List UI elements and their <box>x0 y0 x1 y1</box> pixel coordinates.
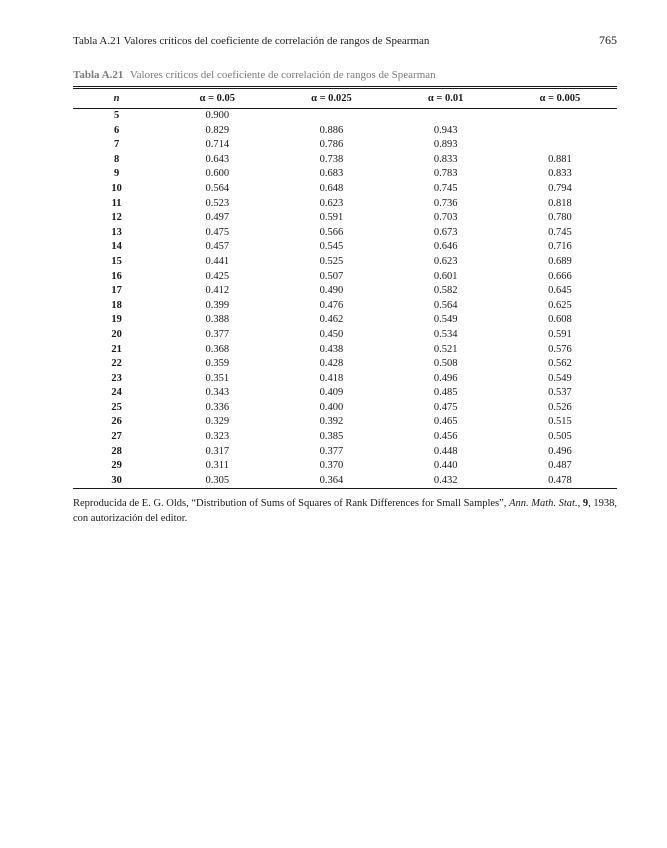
n-cell: 9 <box>113 168 120 180</box>
footnote-separator: , <box>577 498 583 509</box>
alpha-0-05-cell: 0.329 <box>205 416 230 428</box>
table-row <box>73 240 617 255</box>
n-cell: 27 <box>111 431 122 443</box>
alpha-0-025-cell: 0.428 <box>319 358 344 370</box>
table-row <box>73 226 617 241</box>
table-row <box>73 415 617 430</box>
alpha-0-025-cell: 0.566 <box>319 226 344 238</box>
alpha-0-005-cell: 0.526 <box>548 401 572 413</box>
alpha-0-005-cell: 0.515 <box>548 416 572 428</box>
n-cell: 5 <box>113 110 120 121</box>
alpha-0-01-cell: 0.521 <box>433 343 458 355</box>
alpha-0-05-cell: 0.399 <box>205 299 230 311</box>
alpha-0-005-cell: 0.537 <box>548 387 572 399</box>
alpha-0-05-cell: 0.523 <box>205 197 230 209</box>
table-row <box>73 284 617 299</box>
footnote-text-end: , 1938, con autorización del editor. <box>73 498 617 524</box>
alpha-0-025-cell: 0.623 <box>319 197 344 209</box>
header-row <box>73 88 617 109</box>
footnote-journal: Ann. Math. Stat. <box>509 498 578 509</box>
alpha-0-05-cell: 0.412 <box>205 285 230 297</box>
alpha-0-01-cell: 0.564 <box>433 299 458 311</box>
table-header <box>73 88 617 109</box>
alpha-0-005-cell: 0.505 <box>548 431 572 443</box>
alpha-0-05-cell: 0.388 <box>205 314 230 326</box>
table-row <box>73 401 617 416</box>
alpha-0-005-cell <box>503 124 617 139</box>
n-cell: 20 <box>111 328 122 340</box>
footnote-text: Reproducida de E. G. Olds, “Distribution of Sums of Squares of Rank Differences for Small Samples”, <box>73 498 510 509</box>
alpha-0-005-cell: 0.794 <box>548 182 572 194</box>
alpha-0-05-cell: 0.377 <box>205 328 230 340</box>
alpha-0-05-cell: 0.600 <box>205 168 230 180</box>
alpha-0-05-cell: 0.336 <box>205 401 230 413</box>
alpha-0-025-cell: 0.490 <box>319 285 344 297</box>
table-row <box>73 299 617 314</box>
alpha-0-005-cell <box>503 138 617 153</box>
footnote-volume: 9 <box>582 498 589 509</box>
alpha-0-005-cell: 0.576 <box>548 343 572 355</box>
alpha-0-01-cell: 0.646 <box>433 241 458 253</box>
header-alpha-0-005: α = 0.005 <box>539 93 581 104</box>
alpha-0-025-cell: 0.591 <box>319 212 344 224</box>
alpha-0-005-cell: 0.833 <box>548 168 572 180</box>
alpha-0-05-cell: 0.343 <box>205 387 230 399</box>
table-row <box>73 372 617 387</box>
alpha-0-025-cell: 0.364 <box>274 474 388 489</box>
alpha-0-005-cell: 0.645 <box>548 285 572 297</box>
alpha-0-01-cell: 0.485 <box>433 387 458 399</box>
alpha-0-01-cell: 0.601 <box>433 270 458 282</box>
alpha-0-01-cell: 0.673 <box>433 226 458 238</box>
header-alpha-0-01: α = 0.01 <box>427 93 464 104</box>
alpha-0-005-cell: 0.666 <box>548 270 572 282</box>
running-head <box>73 33 617 48</box>
alpha-0-05-cell: 0.457 <box>205 241 230 253</box>
alpha-0-025-cell: 0.418 <box>319 372 344 384</box>
n-cell: 6 <box>113 124 120 136</box>
table-row <box>73 459 617 474</box>
n-cell: 14 <box>111 241 122 253</box>
page-number: 765 <box>599 33 617 47</box>
alpha-0-01-cell: 0.893 <box>433 139 458 151</box>
n-cell: 17 <box>111 285 122 297</box>
alpha-0-025-cell: 0.738 <box>319 153 344 165</box>
alpha-0-025-cell <box>274 109 388 124</box>
alpha-0-025-cell: 0.392 <box>319 416 344 428</box>
alpha-0-01-cell: 0.456 <box>433 431 458 443</box>
alpha-0-025-cell: 0.886 <box>319 124 344 136</box>
alpha-0-05-cell: 0.475 <box>205 226 230 238</box>
n-cell: 25 <box>111 401 122 413</box>
alpha-0-005-cell: 0.562 <box>548 358 572 370</box>
alpha-0-01-cell: 0.496 <box>433 372 458 384</box>
alpha-0-01-cell: 0.736 <box>433 197 458 209</box>
alpha-0-025-cell: 0.370 <box>319 460 344 472</box>
alpha-0-025-cell: 0.462 <box>319 314 344 326</box>
table-row <box>73 474 617 489</box>
table-row <box>73 182 617 197</box>
alpha-0-005-cell: 0.591 <box>548 328 572 340</box>
n-cell: 8 <box>113 153 120 165</box>
alpha-0-05-cell: 0.441 <box>205 255 230 267</box>
alpha-0-025-cell: 0.545 <box>319 241 344 253</box>
table-row <box>73 270 617 285</box>
header-alpha-0-05: α = 0.05 <box>199 93 235 104</box>
table-row <box>73 255 617 270</box>
alpha-0-01-cell: 0.432 <box>389 474 503 489</box>
alpha-0-005-cell: 0.780 <box>548 212 572 224</box>
table-row <box>73 313 617 328</box>
alpha-0-05-cell: 0.829 <box>205 124 230 136</box>
alpha-0-05-cell: 0.497 <box>205 212 230 224</box>
alpha-0-05-cell: 0.311 <box>205 460 229 472</box>
n-cell: 26 <box>111 416 122 428</box>
n-cell: 29 <box>111 460 122 472</box>
table-caption-text: Valores críticos del coeficiente de correlación de rangos de Spearman <box>129 69 436 81</box>
alpha-0-05-cell: 0.714 <box>205 139 230 151</box>
alpha-0-05-cell: 0.900 <box>205 110 230 121</box>
n-cell: 19 <box>111 314 122 326</box>
alpha-0-01-cell: 0.534 <box>433 328 458 340</box>
n-cell: 30 <box>73 474 160 489</box>
alpha-0-005-cell: 0.496 <box>548 445 572 457</box>
alpha-0-005-cell: 0.608 <box>548 314 572 326</box>
alpha-0-005-cell: 0.745 <box>548 226 572 238</box>
alpha-0-01-cell: 0.475 <box>433 401 458 413</box>
alpha-0-005-cell: 0.818 <box>548 197 572 209</box>
alpha-0-025-cell: 0.377 <box>319 445 344 457</box>
alpha-0-05-cell: 0.359 <box>205 358 230 370</box>
alpha-0-025-cell: 0.438 <box>319 343 344 355</box>
alpha-0-005-cell <box>503 109 617 124</box>
table-row <box>73 124 617 139</box>
n-cell: 22 <box>111 358 122 370</box>
alpha-0-005-cell: 0.881 <box>548 153 572 165</box>
alpha-0-01-cell: 0.623 <box>433 255 458 267</box>
alpha-0-05-cell: 0.425 <box>205 270 230 282</box>
table-body <box>73 109 617 489</box>
alpha-0-01-cell: 0.549 <box>433 314 458 326</box>
alpha-0-05-cell: 0.564 <box>205 182 230 194</box>
alpha-0-025-cell: 0.525 <box>319 255 344 267</box>
alpha-0-025-cell: 0.648 <box>319 182 344 194</box>
alpha-0-005-cell: 0.625 <box>548 299 572 311</box>
table-row <box>73 167 617 182</box>
alpha-0-025-cell: 0.409 <box>319 387 344 399</box>
alpha-0-05-cell: 0.643 <box>205 153 230 165</box>
n-cell: 7 <box>113 139 120 151</box>
alpha-0-025-cell: 0.507 <box>319 270 344 282</box>
table-row <box>73 211 617 226</box>
n-cell: 16 <box>111 270 122 282</box>
alpha-0-01-cell: 0.465 <box>433 416 458 428</box>
alpha-0-05-cell: 0.317 <box>205 445 230 457</box>
running-head-title: Tabla A.21 Valores críticos del coeficiente de correlación de rangos de Spearman <box>73 35 430 47</box>
alpha-0-05-cell: 0.351 <box>205 372 230 384</box>
alpha-0-005-cell: 0.549 <box>548 372 572 384</box>
alpha-0-01-cell: 0.448 <box>433 445 458 457</box>
alpha-0-01-cell: 0.943 <box>433 124 458 136</box>
alpha-0-01-cell: 0.833 <box>433 153 458 165</box>
n-cell: 15 <box>111 255 122 267</box>
critical-values-table <box>73 86 617 489</box>
alpha-0-01-cell: 0.745 <box>433 182 458 194</box>
alpha-0-005-cell: 0.689 <box>548 255 572 267</box>
n-cell: 13 <box>111 226 122 238</box>
alpha-0-05-cell: 0.368 <box>205 343 230 355</box>
table-row <box>73 153 617 168</box>
alpha-0-005-cell: 0.478 <box>503 474 617 489</box>
alpha-0-025-cell: 0.385 <box>319 431 344 443</box>
alpha-0-05-cell: 0.305 <box>160 474 274 489</box>
n-cell: 12 <box>111 212 122 224</box>
header-alpha-0-025: α = 0.025 <box>311 93 352 104</box>
source-footnote <box>73 496 617 526</box>
table-row <box>73 430 617 445</box>
alpha-0-025-cell: 0.786 <box>319 139 344 151</box>
n-cell: 18 <box>111 299 122 311</box>
alpha-0-025-cell: 0.683 <box>319 168 344 180</box>
table-row <box>73 386 617 401</box>
alpha-0-01-cell: 0.508 <box>433 358 458 370</box>
alpha-0-01-cell: 0.703 <box>433 212 458 224</box>
alpha-0-005-cell: 0.487 <box>548 460 572 472</box>
n-cell: 11 <box>111 197 122 209</box>
table-row <box>73 357 617 372</box>
alpha-0-01-cell: 0.783 <box>433 168 458 180</box>
critical-values-table-container <box>73 86 617 489</box>
alpha-0-01-cell <box>389 109 503 124</box>
n-cell: 28 <box>111 445 122 457</box>
table-caption-label: Tabla A.21 <box>73 69 124 81</box>
table-row <box>73 445 617 460</box>
table-caption <box>73 69 436 81</box>
table-row <box>73 197 617 212</box>
alpha-0-01-cell: 0.582 <box>433 285 458 297</box>
n-cell: 24 <box>111 387 122 399</box>
alpha-0-05-cell: 0.323 <box>205 431 230 443</box>
header-n: n <box>113 93 120 104</box>
alpha-0-025-cell: 0.450 <box>319 328 344 340</box>
n-cell: 10 <box>111 182 122 194</box>
n-cell: 21 <box>111 343 122 355</box>
table-row <box>73 328 617 343</box>
alpha-0-025-cell: 0.476 <box>319 299 344 311</box>
alpha-0-005-cell: 0.716 <box>548 241 572 253</box>
alpha-0-01-cell: 0.440 <box>433 460 458 472</box>
n-cell: 23 <box>111 372 122 384</box>
table-row <box>73 109 617 124</box>
table-row <box>73 343 617 358</box>
table-row <box>73 138 617 153</box>
alpha-0-025-cell: 0.400 <box>319 401 344 413</box>
